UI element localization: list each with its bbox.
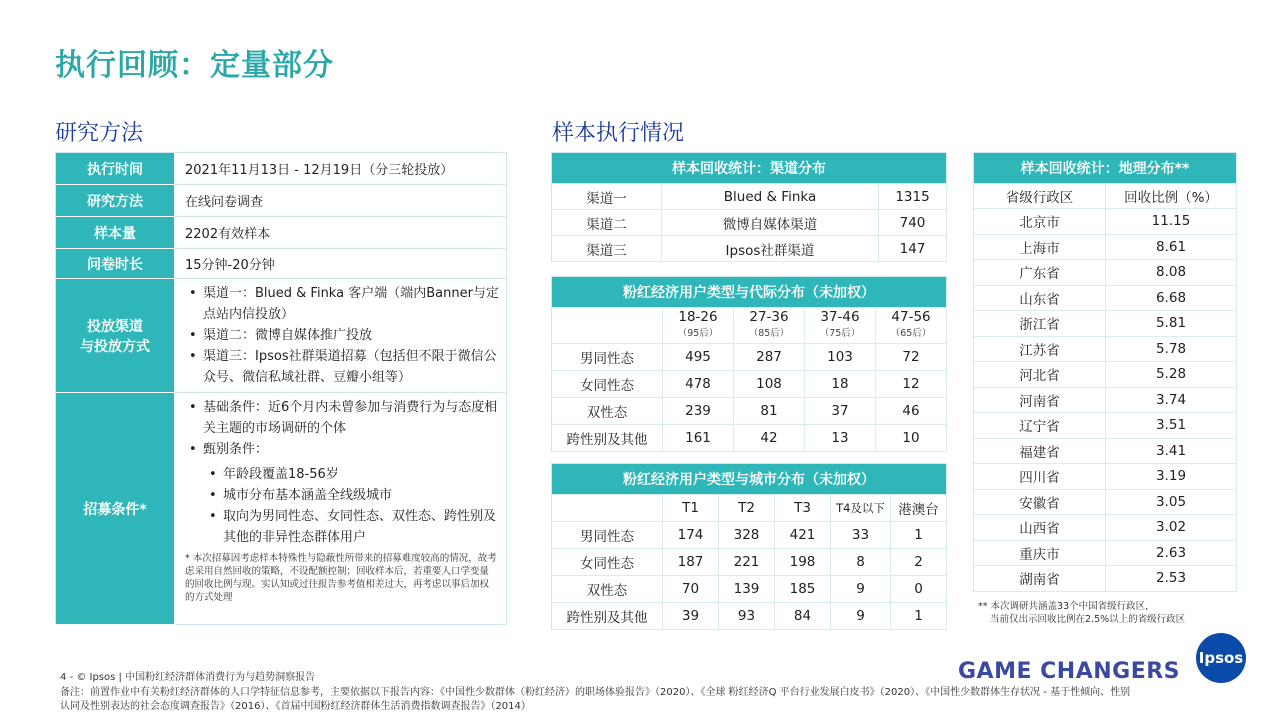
table-row: 女同性态 187 221 198 8 2 [552, 549, 947, 576]
list-item: • 渠道三：Ipsos社群渠道招募（包括但不限于微信公众号、微信私域社群、豆瓣小组等） [189, 346, 500, 388]
recruit-row [56, 393, 507, 625]
list-item: • 城市分布基本涵盖全线级城市 [209, 485, 506, 506]
column-header: T1 [663, 495, 719, 522]
channel-desc: Ipsos社群渠道 [662, 236, 879, 262]
city-table [551, 463, 947, 630]
table-row: 双性态 70 139 185 9 0 [552, 576, 947, 603]
page-footer: 4 - © Ipsos | 中国粉红经济群体消费行为与趋势洞察报告 [60, 672, 316, 683]
city-table-title: 粉红经济用户类型与城市分布（未加权） [552, 464, 947, 495]
table-row: 江苏省 5.78 [974, 336, 1237, 362]
recruit-list [175, 393, 506, 464]
table-row: 山西省 3.02 [974, 515, 1237, 541]
right-section-title: 样本执行情况 [552, 121, 685, 146]
recruit-note: * 本次招募因考虑样本特殊性与隐蔽性所带来的招募难度较高的情况，故考虑采用自然回收的策略，不设配额控制；回收样本后，若重要人口学变量的回收比例与现。实认知或过往报告参考值相差过大，再考虑以事后加权的方式处理 [185, 553, 497, 603]
table-row [552, 210, 947, 236]
table-row: 女同性态 478 108 18 12 [552, 371, 947, 398]
table-row: 双性态 239 81 37 46 [552, 398, 947, 425]
table-header-row [974, 184, 1237, 209]
method-value: 在线问卷调查 [175, 185, 507, 217]
recruit-label: 招募条件* [56, 393, 175, 625]
table-row: 辽宁省 3.51 [974, 413, 1237, 439]
channel-name: 渠道二 [552, 210, 662, 236]
ipsos-logo: Ipsos [1196, 633, 1246, 683]
channel-count: 147 [879, 236, 947, 262]
method-label: 样本量 [56, 217, 175, 249]
channel-table-title: 样本回收统计：渠道分布 [552, 153, 947, 184]
table-row: 四川省 3.19 [974, 464, 1237, 490]
recruit-sub-list [175, 464, 506, 548]
column-header: 回收比例（%） [1106, 184, 1237, 209]
method-value: 2021年11月13日 - 12月19日（分三轮投放） [175, 153, 507, 185]
method-label: 问卷时长 [56, 249, 175, 279]
table-row: 湖南省 2.53 [974, 566, 1237, 592]
column-header: T2 [719, 495, 775, 522]
geo-note: ** 本次调研共涵盖33个中国省级行政区， 当前仅出示回收比例在2.5%以上的省级行政区 [978, 601, 1186, 625]
method-label: 执行时间 [56, 153, 175, 185]
table-row: 浙江省 5.81 [974, 311, 1237, 337]
list-item: • 基础条件：近6个月内未曾参加与消费行为与态度相关主题的市场调研的个体 [189, 397, 500, 439]
channel-label [56, 279, 175, 393]
list-item: • 渠道二：微博自媒体推广投放 [189, 325, 500, 346]
channel-label-line2: 与投放方式 [80, 338, 150, 355]
geo-table [973, 152, 1237, 592]
column-header: 27-36 （85后） [734, 308, 805, 344]
table-row: 安徽省 3.05 [974, 489, 1237, 515]
game-changers-brand: GAME CHANGERS [958, 659, 1181, 684]
column-header: 47-56 （65后） [876, 308, 947, 344]
channel-list [175, 279, 506, 392]
channel-count: 740 [879, 210, 947, 236]
page-title: 执行回顾：定量部分 [55, 48, 334, 83]
table-row: 跨性别及其他 39 93 84 9 1 [552, 603, 947, 630]
method-row [56, 185, 507, 217]
table-header-row [552, 495, 947, 522]
method-row [56, 249, 507, 279]
table-row [552, 236, 947, 262]
list-item: • 年龄段覆盖18-56岁 [209, 464, 506, 485]
channel-desc: 微博自媒体渠道 [662, 210, 879, 236]
column-header: 省级行政区 [974, 184, 1106, 209]
channel-desc: Blued & Finka [662, 184, 879, 210]
list-item: • 取向为男同性态、女同性态、双性态、跨性别及其他的非异性态群体用户 [209, 506, 506, 548]
table-row: 北京市 11.15 [974, 209, 1237, 235]
channel-count: 1315 [879, 184, 947, 210]
table-row: 福建省 3.41 [974, 438, 1237, 464]
method-row [56, 153, 507, 185]
column-header: 港澳台 [891, 495, 947, 522]
table-row: 跨性别及其他 161 42 13 10 [552, 425, 947, 452]
footnote: 备注：前置作业中有关粉红经济群体的人口学特征信息参考，主要依据以下报告内容：《中国性少数群体（粉红经济）的职场体验报告》（2020）、《全球 粉红经济Q 平台行业发展白皮书》（2020）、《中国性少数群体生存状况 - 基于性倾向、性别认同及性别表达的社会态度调查报告》（2016）、《首届中国粉红经济群体生活消费指数调查报告》（2014） [60, 687, 1131, 712]
table-header-row [552, 308, 947, 344]
generation-table-title: 粉红经济用户类型与代际分布（未加权） [552, 277, 947, 308]
method-row [56, 217, 507, 249]
method-label: 研究方法 [56, 185, 175, 217]
left-section-title: 研究方法 [55, 121, 144, 146]
table-row: 广东省 8.08 [974, 260, 1237, 286]
list-item: • 甄别条件： [189, 439, 500, 460]
channel-table [551, 152, 947, 262]
geo-table-title: 样本回收统计：地理分布** [974, 153, 1237, 184]
table-row: 河北省 5.28 [974, 362, 1237, 388]
table-row: 山东省 6.68 [974, 285, 1237, 311]
table-row: 男同性态 495 287 103 72 [552, 344, 947, 371]
table-row [552, 184, 947, 210]
channel-row [56, 279, 507, 393]
table-row: 男同性态 174 328 421 33 1 [552, 522, 947, 549]
method-value: 2202有效样本 [175, 217, 507, 249]
table-row: 重庆市 2.63 [974, 540, 1237, 566]
table-row: 河南省 3.74 [974, 387, 1237, 413]
list-item: • 渠道一：Blued & Finka 客户端（端内Banner与定点站内信投放） [189, 283, 500, 325]
channel-name: 渠道三 [552, 236, 662, 262]
method-value: 15分钟-20分钟 [175, 249, 507, 279]
column-header: 37-46 （75后） [805, 308, 876, 344]
channel-label-line1: 投放渠道 [87, 318, 143, 335]
generation-table [551, 276, 947, 452]
method-table [55, 152, 507, 625]
channel-name: 渠道一 [552, 184, 662, 210]
column-header: T3 [775, 495, 831, 522]
column-header: 18-26 （95后） [663, 308, 734, 344]
column-header: T4及以下 [831, 495, 891, 522]
table-row: 上海市 8.61 [974, 234, 1237, 260]
